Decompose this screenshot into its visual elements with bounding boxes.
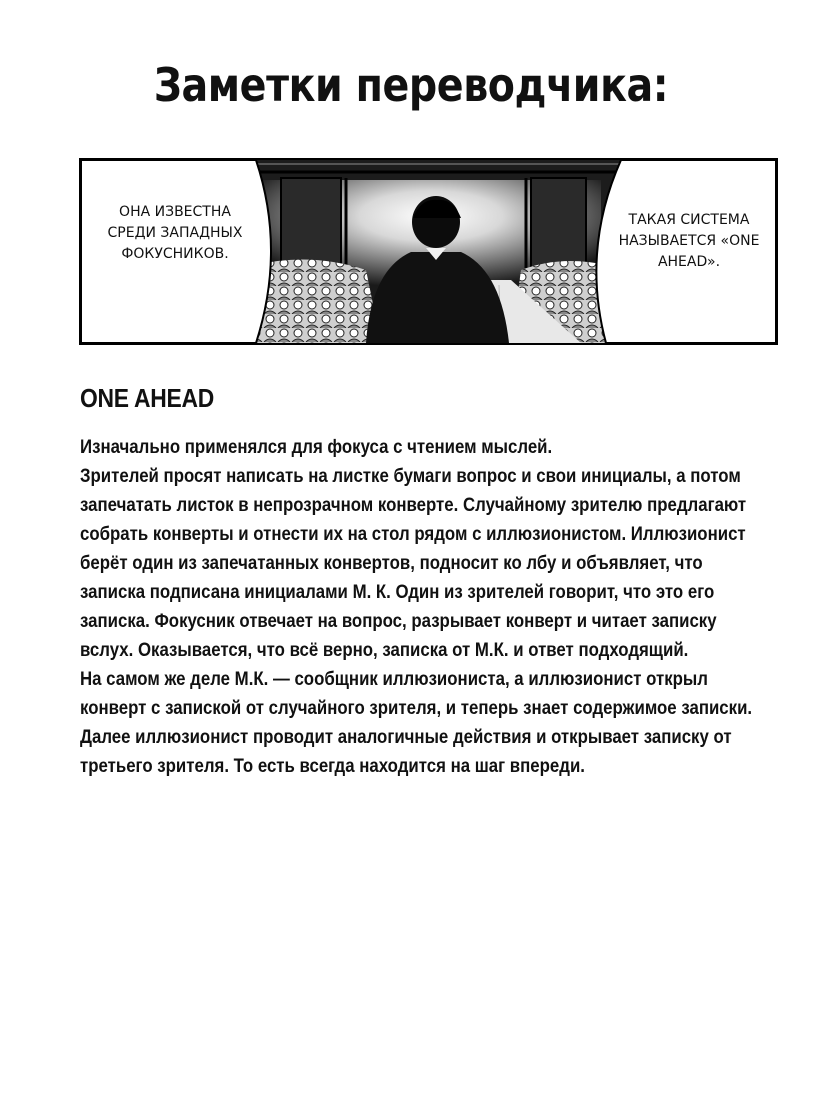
body-line: На самом же деле М.К. — сообщник иллюзиониста, а иллюзионист открыл <box>80 669 708 690</box>
speech-bubble-left: ОНА ИЗВЕСТНА СРЕДИ ЗАПАДНЫХ ФОКУСНИКОВ. <box>107 204 243 262</box>
body-line: третьего зрителя. То есть всегда находится на шаг впереди. <box>80 756 585 777</box>
speech-bubble-right: ТАКАЯ СИСТЕМА НАЗЫВАЕТСЯ «ONE AHEAD». <box>618 212 760 270</box>
body-line: Далее иллюзионист проводит аналогичные действия и открывает записку от <box>80 727 732 748</box>
body-line: записка подписана инициалами М. К. Один из зрителей говорит, что это его <box>80 582 715 603</box>
manga-panel <box>79 158 778 345</box>
body-line: записка. Фокусник отвечает на вопрос, разрывает конверт и читает записку <box>80 611 717 632</box>
body-line: Изначально применялся для фокуса с чтением мыслей. <box>80 437 553 458</box>
body-line: Зрителей просят написать на листке бумаги вопрос и свои инициалы, а потом <box>80 466 741 487</box>
page-title: Заметки переводчика: <box>153 58 669 112</box>
body-line: собрать конверты и отнести их на стол рядом с иллюзионистом. Иллюзионист <box>80 524 746 545</box>
body-line: берёт один из запечатанных конвертов, подносит ко лбу и объявляет, что <box>80 553 703 574</box>
body-line: запечатать листок в непрозрачном конверте. Случайному зрителю предлагают <box>80 495 747 516</box>
section-heading: ONE AHEAD <box>80 383 215 413</box>
body-line: конверт с запиской от случайного зрителя, и теперь знает содержимое записки. <box>80 698 753 719</box>
body-text <box>80 433 770 781</box>
body-line: вслух. Оказывается, что всё верно, записка от М.К. и ответ подходящий. <box>80 640 689 661</box>
